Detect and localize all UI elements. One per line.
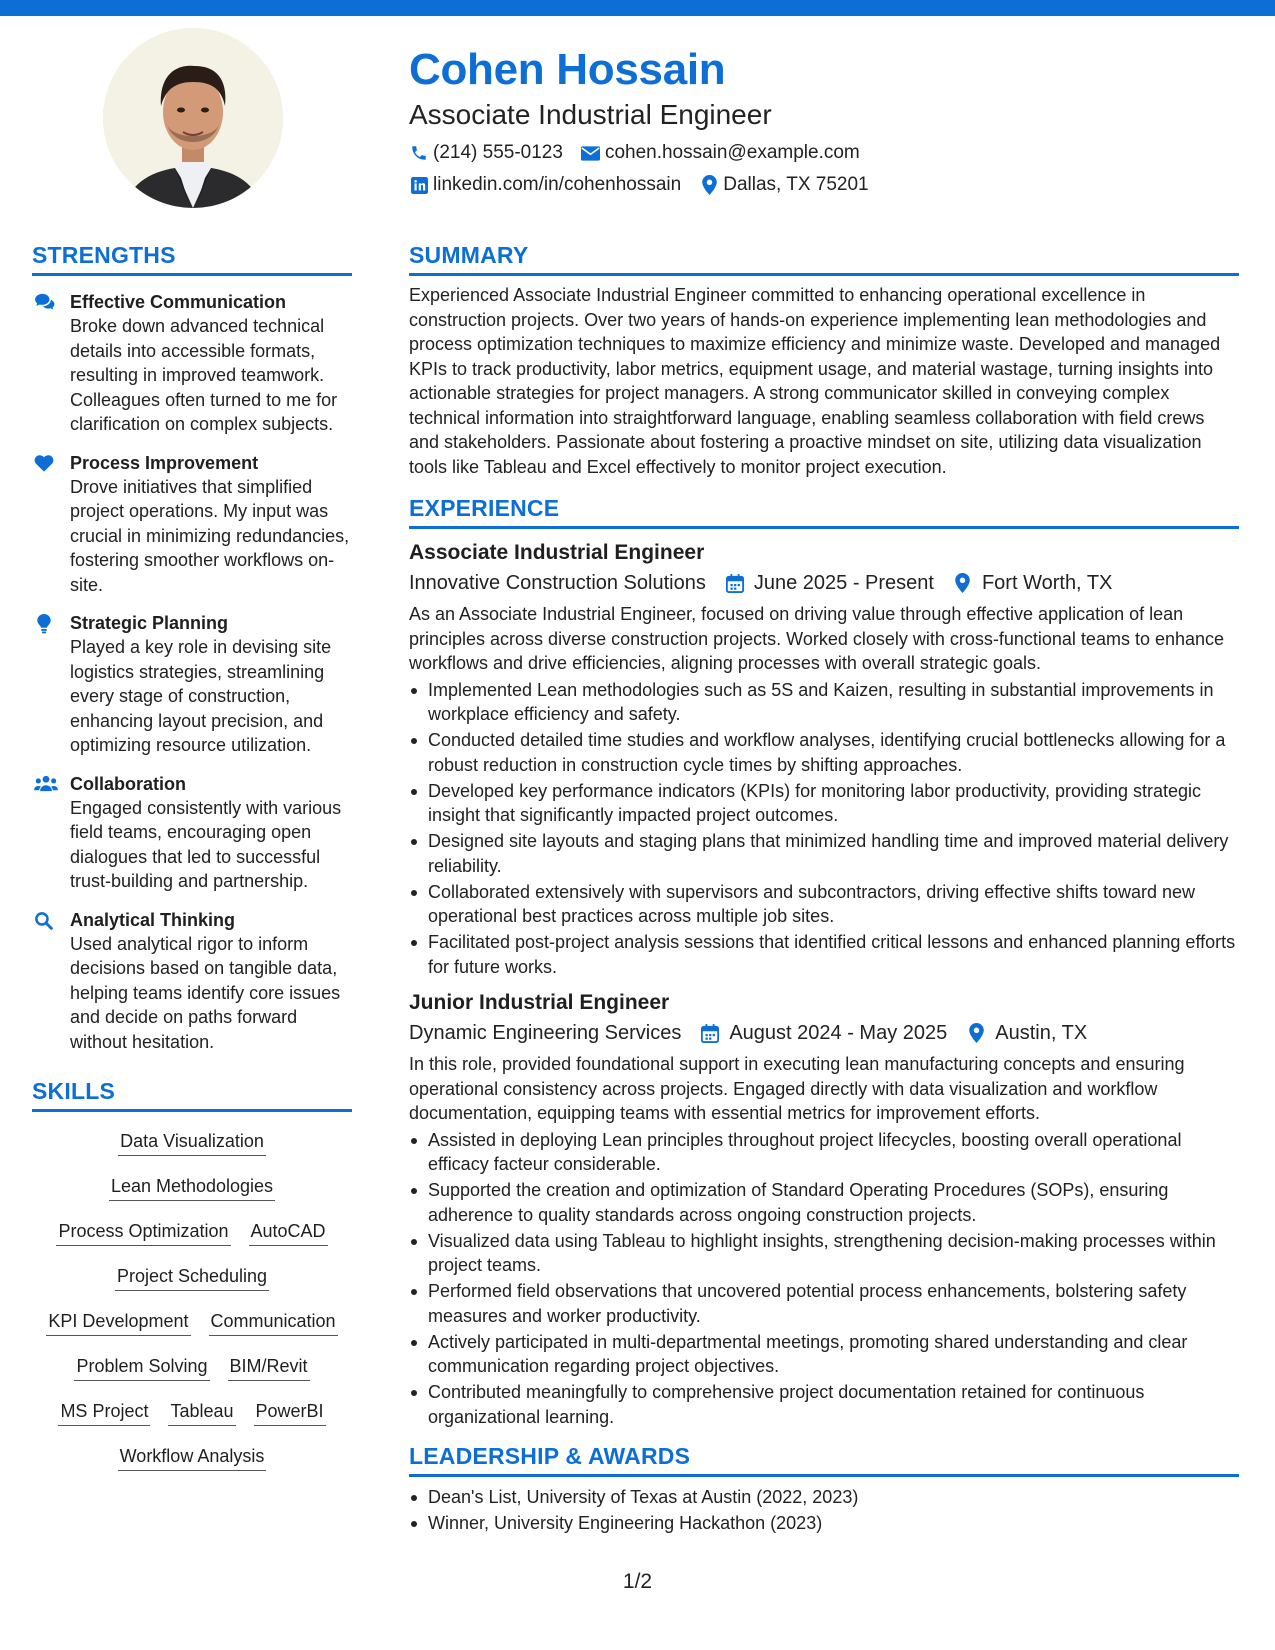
job-company: Dynamic Engineering Services [409,1022,682,1044]
candidate-name: Cohen Hossain [409,45,726,94]
profile-photo [103,28,283,208]
skill-tag: Project Scheduling [115,1265,269,1291]
strength-title: Strategic Planning [70,613,229,633]
skills-section [32,1076,352,1471]
phone-text: (214) 555-0123 [433,142,563,163]
bullet-item: Contributed meaningfully to comprehensive project documentation retained for continuous organizational learning. [409,1380,1239,1429]
strength-item [32,611,352,758]
job-dates [724,568,934,598]
location-text: Dallas, TX 75201 [723,174,869,195]
bullet-item: Conducted detailed time studies and workflow analyses, identifying crucial bottlenecks allowing for a robust reduction in construction cycle times by shifting approaches. [409,728,1239,777]
strength-desc: Drove initiatives that simplified project operations. My input was crucial in minimizing redundancies, fostering smoother workflows on-site. [70,476,350,595]
skill-tag: AutoCAD [249,1220,328,1246]
right-column [409,240,1239,1537]
skill-tag: Data Visualization [118,1130,266,1156]
awards-section [409,1441,1239,1536]
strength-title: Collaboration [70,773,186,794]
location-contact [699,174,868,196]
search-icon [34,917,53,934]
strengths-section [32,240,352,1054]
resume-header [409,42,1239,200]
bullet-item: Facilitated post-project analysis sessions that identified critical lessons and enhanced planning efforts for future works. [409,930,1239,979]
calendar-icon [724,572,746,594]
skills-list [32,1130,352,1471]
job-title: Associate Industrial Engineer [409,541,705,564]
users-icon [34,779,58,796]
strength-title: Analytical Thinking [70,909,236,930]
skill-tag: Problem Solving [74,1355,209,1381]
job-entry [409,989,1239,1429]
experience-heading: EXPERIENCE [409,495,560,521]
job-company: Innovative Construction Solutions [409,572,706,594]
section-divider [409,1474,1239,1477]
bullet-item: Performed field observations that uncovered potential process enhancements, bolstering safety measures and worker productivity. [409,1279,1239,1328]
job-description: In this role, provided foundational support in executing lean manufacturing concepts and ensuring operational consistency across projects. Engaged directly with data visualization and workflow documentation, equipping teams with essential metrics for improvement efforts. [409,1054,1185,1123]
bullet-item: Collaborated extensively with supervisors and subcontractors, driving effective shifts toward new operational best practices across multiple job sites. [409,880,1239,929]
summary-section [409,240,1239,479]
strength-desc: Engaged consistently with various field teams, encouraging open dialogues that led to successful trust-building and partnership. [70,797,342,891]
bullet-item: Supported the creation and optimization of Standard Operating Procedures (SOPs), ensuring adherence to quality standards across ongoing construction projects. [409,1178,1239,1227]
strength-desc: Played a key role in devising site logistics strategies, streamlining every stage of construction, enhancing layout precision, and optimizing resource utilization. [70,637,332,755]
section-divider [32,1109,352,1112]
phone-icon [409,143,429,163]
strengths-heading: STRENGTHS [32,242,176,268]
page-number: 1/2 [622,1570,653,1593]
top-accent-bar [0,0,1275,16]
calendar-icon [699,1022,721,1044]
strength-desc: Used analytical rigor to inform decisions based on tangible data, helping teams identify core issues and decide on paths forward without hesitation. [70,933,341,1052]
summary-text: Experienced Associate Industrial Engineer committed to enhancing operational excellence in construction projects. Over two years of hands-on experience implementing lean methodologies and process optimization techniques to maximize efficiency and minimize waste. Developed and managed KPIs to track productivity, labor metrics, equipment usage, and material wastage, turning insights into actionable strategies for project managers. A strong communicator skilled in conveying complex technical information into straightforward language, enabling seamless collaboration with field crews and stakeholders. Passionate about fostering a proactive mindset on site, utilizing data visualization tools like Tableau and Excel effectively to monitor project execution. [409,285,1221,477]
job-location [965,1018,1087,1048]
envelope-icon [581,143,601,163]
job-meta [409,1018,1239,1048]
comments-icon [34,298,56,315]
job-entry [409,539,1239,979]
map-pin-icon [965,1022,987,1044]
skill-tag: BIM/Revit [228,1355,310,1381]
summary-heading: SUMMARY [409,242,529,268]
linkedin-icon [409,175,429,195]
phone-contact[interactable] [409,142,563,164]
job-location [952,568,1112,598]
strength-item [32,772,352,894]
skill-tag: Process Optimization [56,1220,230,1246]
linkedin-text: linkedin.com/in/cohenhossain [433,174,682,195]
map-pin-icon [699,175,719,195]
job-meta [409,568,1239,598]
email-text: cohen.hossain@example.com [604,142,860,163]
job-title: Junior Industrial Engineer [409,991,670,1014]
contact-row-2 [409,170,1239,200]
award-item: Dean's List, University of Texas at Austin (2022, 2023) [409,1485,1239,1510]
strength-title: Process Improvement [70,452,259,473]
section-divider [409,526,1239,529]
bullet-item: Assisted in deploying Lean principles throughout project lifecycles, boosting overall operational efficacy facteur considerable. [409,1128,1239,1177]
strength-desc: Broke down advanced technical details into accessible formats, resulting in improved teamwork. Colleagues often turned to me for clarification on complex subjects. [70,316,338,434]
strength-item [32,290,352,437]
map-pin-icon [952,572,974,594]
experience-section [409,493,1239,1429]
lightbulb-icon [37,621,51,638]
skill-tag: PowerBI [254,1400,326,1426]
skill-tag: Communication [209,1310,338,1336]
email-contact[interactable] [581,142,860,164]
job-bullets [409,678,1239,980]
strength-title: Effective Communication [70,292,287,312]
job-bullets [409,1128,1239,1430]
job-dates-text: August 2024 - May 2025 [729,1022,948,1044]
skill-tag: Workflow Analysis [118,1445,267,1471]
bullet-item: Visualized data using Tableau to highlight insights, strengthening decision-making processes within project teams. [409,1229,1239,1278]
left-column [32,240,352,1471]
bullet-item: Actively participated in multi-departmental meetings, promoting shared understanding and clear communication regarding project objectives. [409,1330,1239,1379]
awards-heading: LEADERSHIP & AWARDS [409,1443,691,1469]
skill-tag: Tableau [168,1400,235,1426]
bullet-item: Developed key performance indicators (KPIs) for monitoring labor productivity, providing strategic insight that significantly impacted project outcomes. [409,779,1239,828]
heart-icon [34,459,54,476]
skill-tag: KPI Development [46,1310,190,1336]
job-location-text: Austin, TX [995,1022,1088,1044]
strength-item [32,451,352,598]
contact-row-1 [409,138,1239,168]
award-item: Winner, University Engineering Hackathon (2023) [409,1511,1239,1536]
job-dates-text: June 2025 - Present [753,572,934,594]
awards-list [409,1485,1239,1536]
skill-tag: Lean Methodologies [109,1175,275,1201]
bullet-item: Designed site layouts and staging plans that minimized handling time and improved material delivery reliability. [409,829,1239,878]
job-location-text: Fort Worth, TX [981,572,1113,594]
section-divider [32,273,352,276]
skills-heading: SKILLS [32,1078,115,1104]
job-dates [699,1018,947,1048]
bullet-item: Implemented Lean methodologies such as 5S and Kaizen, resulting in substantial improvements in workplace efficiency and safety. [409,678,1239,727]
skill-tag: MS Project [58,1400,150,1426]
candidate-title: Associate Industrial Engineer [409,99,772,130]
linkedin-contact[interactable] [409,174,681,196]
strength-item [32,908,352,1055]
section-divider [409,273,1239,276]
job-description: As an Associate Industrial Engineer, focused on driving value through effective application of lean principles across diverse construction projects. Worked closely with cross-functional teams to enhance workflows and drive efficiencies, aligning processes with overall strategic goals. [409,604,1225,673]
